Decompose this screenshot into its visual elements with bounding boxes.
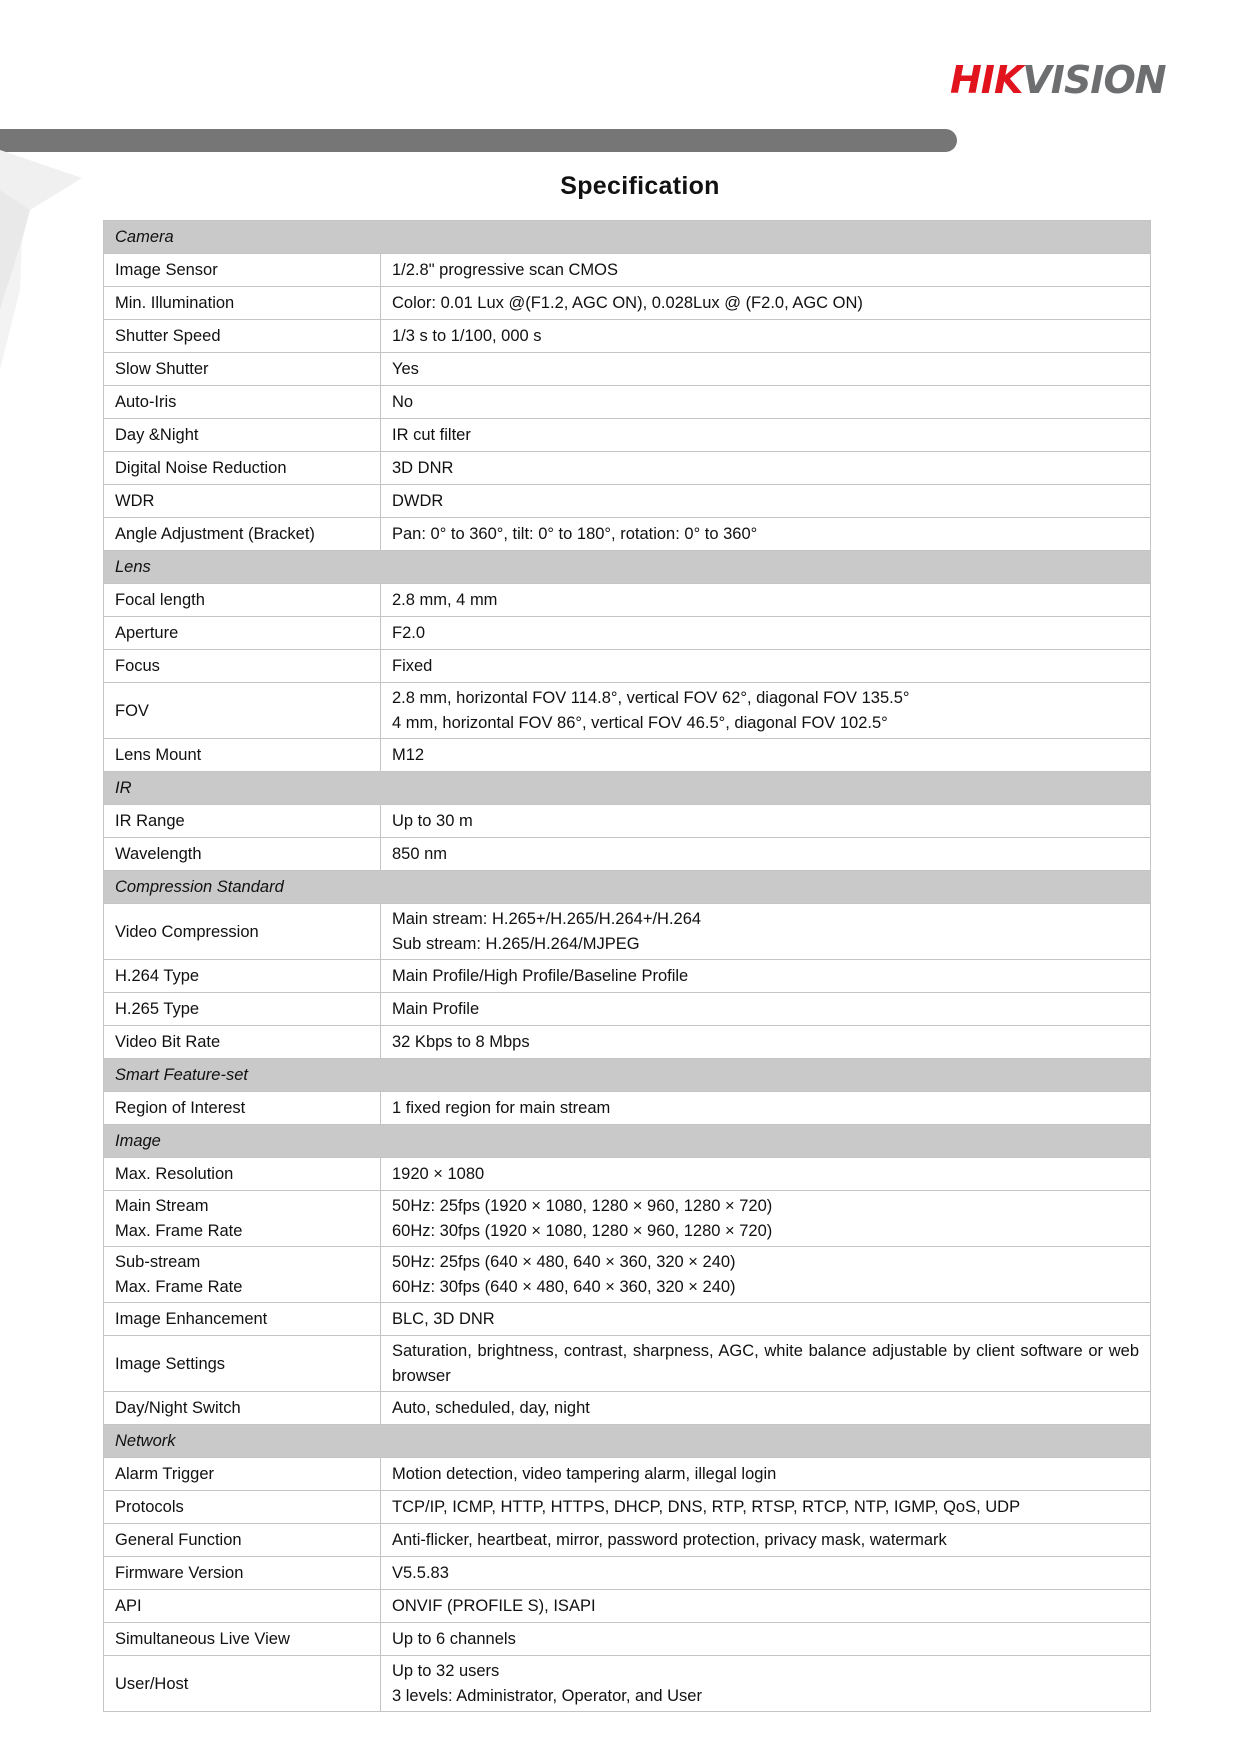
spec-value: F2.0 xyxy=(381,617,1151,650)
spec-value: Saturation, brightness, contrast, sharpness, AGC, white balance adjustable by client software or web browser xyxy=(381,1336,1151,1392)
spec-label: Lens Mount xyxy=(104,739,381,772)
spec-label: Auto-Iris xyxy=(104,386,381,419)
spec-label: Firmware Version xyxy=(104,1557,381,1590)
spec-value: 850 nm xyxy=(381,838,1151,871)
section-title: IR xyxy=(104,772,1151,805)
spec-row xyxy=(104,452,1151,485)
spec-value: BLC, 3D DNR xyxy=(381,1303,1151,1336)
hikvision-logo xyxy=(950,58,1184,102)
spec-row xyxy=(104,1557,1151,1590)
spec-value: TCP/IP, ICMP, HTTP, HTTPS, DHCP, DNS, RTP, RTSP, RTCP, NTP, IGMP, QoS, UDP xyxy=(381,1491,1151,1524)
section-title: Compression Standard xyxy=(104,871,1151,904)
spec-label: H.264 Type xyxy=(104,960,381,993)
spec-row xyxy=(104,1092,1151,1125)
spec-row xyxy=(104,1656,1151,1712)
specification-table xyxy=(103,220,1151,1712)
spec-row xyxy=(104,1590,1151,1623)
spec-label: Min. Illumination xyxy=(104,287,381,320)
spec-value: ONVIF (PROFILE S), ISAPI xyxy=(381,1590,1151,1623)
spec-label: Focal length xyxy=(104,584,381,617)
spec-row xyxy=(104,1524,1151,1557)
spec-row xyxy=(104,683,1151,739)
spec-row xyxy=(104,353,1151,386)
spec-label: API xyxy=(104,1590,381,1623)
spec-row xyxy=(104,1336,1151,1392)
spec-value: 1/3 s to 1/100, 000 s xyxy=(381,320,1151,353)
spec-row xyxy=(104,518,1151,551)
spec-value: 3D DNR xyxy=(381,452,1151,485)
spec-value: Yes xyxy=(381,353,1151,386)
spec-label: Slow Shutter xyxy=(104,353,381,386)
spec-label: FOV xyxy=(104,683,381,739)
spec-value: M12 xyxy=(381,739,1151,772)
spec-row xyxy=(104,1491,1151,1524)
spec-label: Region of Interest xyxy=(104,1092,381,1125)
spec-label: General Function xyxy=(104,1524,381,1557)
spec-row xyxy=(104,584,1151,617)
section-header-row xyxy=(104,551,1151,584)
spec-value: 50Hz: 25fps (640 × 480, 640 × 360, 320 × 240) 60Hz: 30fps (640 × 480, 640 × 360, 320 × 240) xyxy=(381,1247,1151,1303)
spec-label: Focus xyxy=(104,650,381,683)
spec-value: 1920 × 1080 xyxy=(381,1158,1151,1191)
section-header-row xyxy=(104,1059,1151,1092)
spec-label: Main Stream Max. Frame Rate xyxy=(104,1191,381,1247)
spec-value: Main Profile xyxy=(381,993,1151,1026)
spec-label: Simultaneous Live View xyxy=(104,1623,381,1656)
spec-value: Up to 30 m xyxy=(381,805,1151,838)
spec-label: Angle Adjustment (Bracket) xyxy=(104,518,381,551)
logo-vision-text: VISION xyxy=(1022,58,1166,102)
section-title: Network xyxy=(104,1425,1151,1458)
section-title: Smart Feature-set xyxy=(104,1059,1151,1092)
spec-value: Up to 6 channels xyxy=(381,1623,1151,1656)
spec-value: Main stream: H.265+/H.265/H.264+/H.264 Sub stream: H.265/H.264/MJPEG xyxy=(381,904,1151,960)
spec-row xyxy=(104,1392,1151,1425)
spec-label: Day/Night Switch xyxy=(104,1392,381,1425)
spec-row xyxy=(104,904,1151,960)
spec-label: Image Settings xyxy=(104,1336,381,1392)
logo-hik-text: HIK xyxy=(950,58,1023,102)
spec-row xyxy=(104,838,1151,871)
spec-row xyxy=(104,1191,1151,1247)
section-title: Lens xyxy=(104,551,1151,584)
spec-label: Sub-stream Max. Frame Rate xyxy=(104,1247,381,1303)
spec-row xyxy=(104,650,1151,683)
spec-row xyxy=(104,287,1151,320)
spec-value: Motion detection, video tampering alarm, illegal login xyxy=(381,1458,1151,1491)
spec-row xyxy=(104,805,1151,838)
spec-row xyxy=(104,1158,1151,1191)
header-bar xyxy=(0,129,957,152)
spec-value: 1/2.8" progressive scan CMOS xyxy=(381,254,1151,287)
spec-label: Wavelength xyxy=(104,838,381,871)
spec-label: Day &Night xyxy=(104,419,381,452)
section-header-row xyxy=(104,221,1151,254)
spec-value: Color: 0.01 Lux @(F1.2, AGC ON), 0.028Lux @ (F2.0, AGC ON) xyxy=(381,287,1151,320)
section-header-row xyxy=(104,1425,1151,1458)
spec-label: H.265 Type xyxy=(104,993,381,1026)
spec-row xyxy=(104,960,1151,993)
section-title: Image xyxy=(104,1125,1151,1158)
spec-value: 50Hz: 25fps (1920 × 1080, 1280 × 960, 1280 × 720) 60Hz: 30fps (1920 × 1080, 1280 × 960, 1280 × 720) xyxy=(381,1191,1151,1247)
spec-value: Fixed xyxy=(381,650,1151,683)
spec-label: Aperture xyxy=(104,617,381,650)
spec-value: IR cut filter xyxy=(381,419,1151,452)
spec-row xyxy=(104,617,1151,650)
section-title: Camera xyxy=(104,221,1151,254)
spec-row xyxy=(104,485,1151,518)
spec-label: Alarm Trigger xyxy=(104,1458,381,1491)
spec-label: Image Sensor xyxy=(104,254,381,287)
spec-row xyxy=(104,993,1151,1026)
spec-value: V5.5.83 xyxy=(381,1557,1151,1590)
spec-value: 1 fixed region for main stream xyxy=(381,1092,1151,1125)
spec-row xyxy=(104,254,1151,287)
spec-table-body xyxy=(104,221,1151,1712)
spec-label: Image Enhancement xyxy=(104,1303,381,1336)
spec-label: Shutter Speed xyxy=(104,320,381,353)
section-header-row xyxy=(104,772,1151,805)
spec-label: Max. Resolution xyxy=(104,1158,381,1191)
page-title: Specification xyxy=(560,172,720,200)
spec-row xyxy=(104,386,1151,419)
spec-label: Video Bit Rate xyxy=(104,1026,381,1059)
spec-value: Main Profile/High Profile/Baseline Profile xyxy=(381,960,1151,993)
spec-value: 2.8 mm, 4 mm xyxy=(381,584,1151,617)
spec-label: IR Range xyxy=(104,805,381,838)
spec-row xyxy=(104,1026,1151,1059)
section-header-row xyxy=(104,871,1151,904)
spec-row xyxy=(104,320,1151,353)
spec-value: 32 Kbps to 8 Mbps xyxy=(381,1026,1151,1059)
spec-label: User/Host xyxy=(104,1656,381,1712)
spec-label: Protocols xyxy=(104,1491,381,1524)
spec-value: Auto, scheduled, day, night xyxy=(381,1392,1151,1425)
spec-value: Anti-flicker, heartbeat, mirror, password protection, privacy mask, watermark xyxy=(381,1524,1151,1557)
spec-row xyxy=(104,1458,1151,1491)
spec-value: Pan: 0° to 360°, tilt: 0° to 180°, rotation: 0° to 360° xyxy=(381,518,1151,551)
section-header-row xyxy=(104,1125,1151,1158)
spec-row xyxy=(104,1623,1151,1656)
spec-row xyxy=(104,419,1151,452)
spec-value: Up to 32 users 3 levels: Administrator, Operator, and User xyxy=(381,1656,1151,1712)
spec-value: 2.8 mm, horizontal FOV 114.8°, vertical FOV 62°, diagonal FOV 135.5° 4 mm, horizontal FOV 86°, vertical FOV 46.5°, diagonal FOV 102.5° xyxy=(381,683,1151,739)
spec-label: WDR xyxy=(104,485,381,518)
spec-value: No xyxy=(381,386,1151,419)
spec-value: DWDR xyxy=(381,485,1151,518)
spec-row xyxy=(104,1247,1151,1303)
spec-label: Video Compression xyxy=(104,904,381,960)
spec-row xyxy=(104,739,1151,772)
spec-row xyxy=(104,1303,1151,1336)
spec-label: Digital Noise Reduction xyxy=(104,452,381,485)
